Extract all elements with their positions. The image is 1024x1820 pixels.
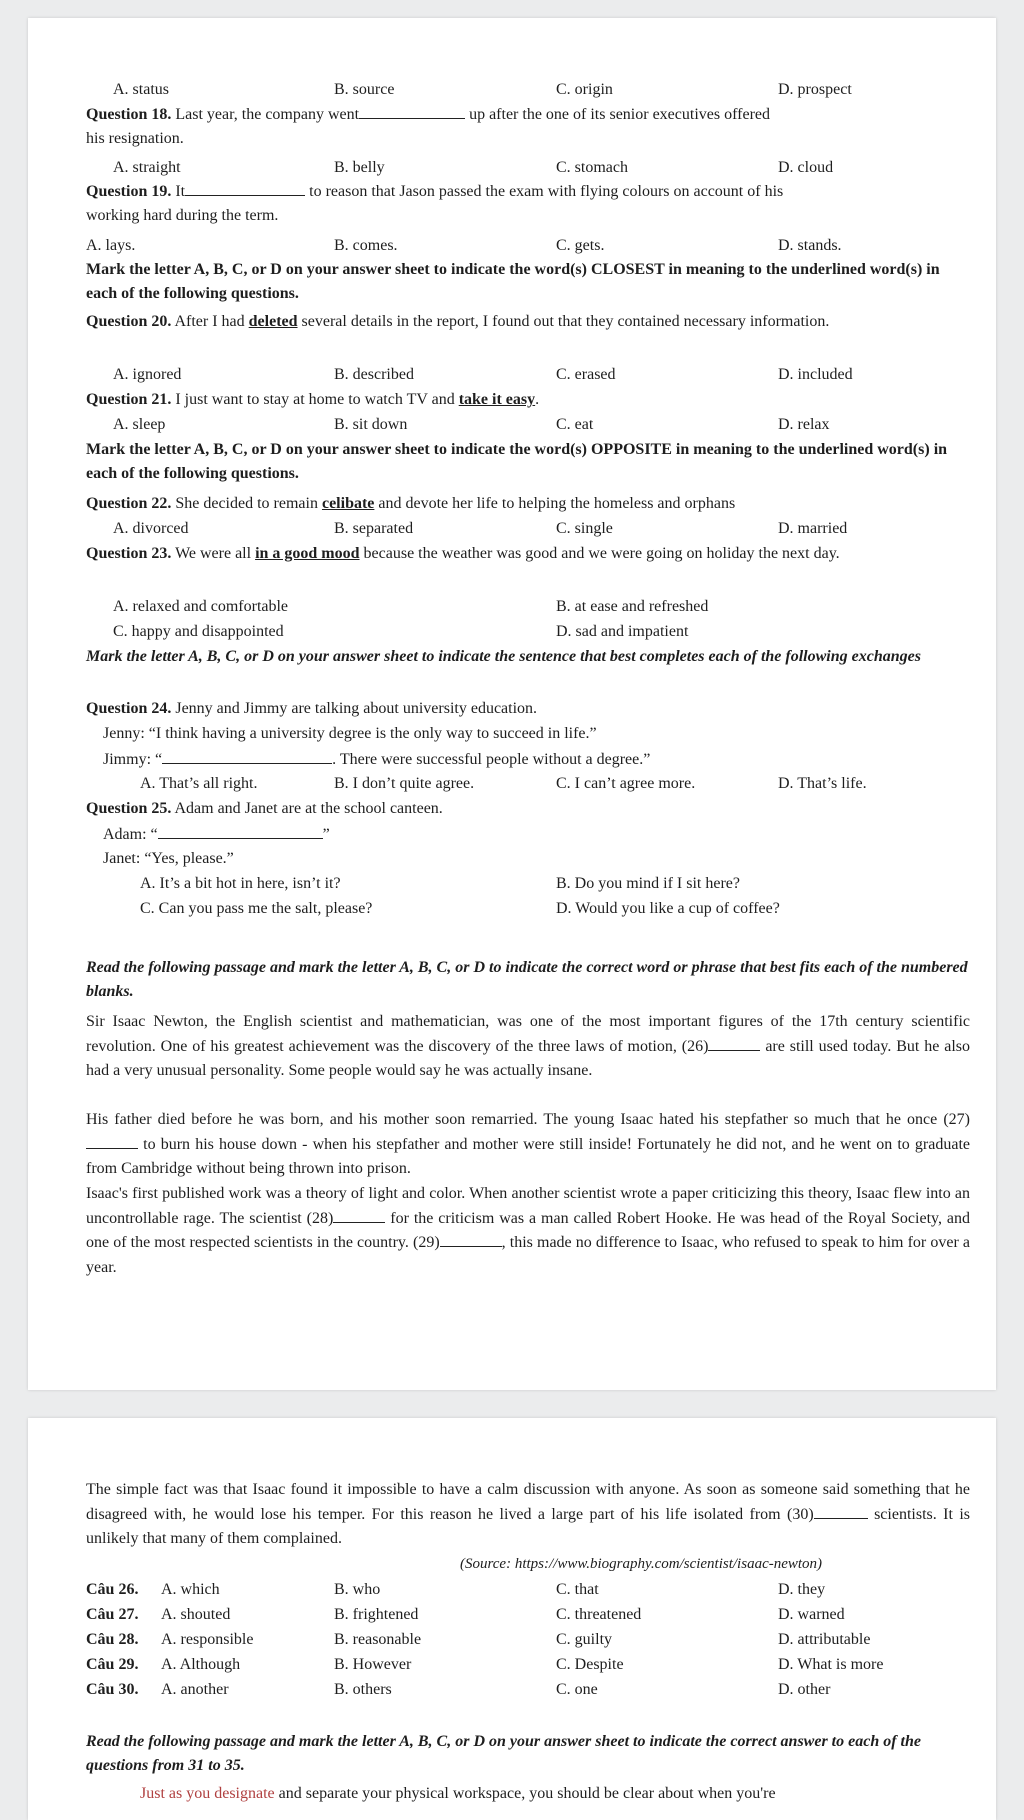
q18-option-a: A. straight: [113, 159, 181, 176]
answer-27-option-b: B. frightened: [334, 1606, 419, 1623]
exam-page-2: [28, 1418, 996, 1820]
answer-28-option-b: B. reasonable: [334, 1631, 422, 1648]
passage-text: Isaac's first published work was a theory of light and color. When another scientist wrote a paper criticizing this theory, Isaac flew into an uncontrollable rage. The scientist (28): [86, 1185, 970, 1227]
q21-option-b: B. sit down: [334, 416, 408, 433]
q19-option-d: D. stands.: [778, 237, 842, 254]
answer-30-option-a: A. another: [161, 1681, 229, 1698]
answer-label: Câu 28.: [86, 1631, 139, 1648]
q19-option-b: B. comes.: [334, 237, 398, 254]
question-text: Adam and Janet are at the school canteen.: [174, 800, 443, 817]
question-text: working hard during the term.: [86, 207, 279, 224]
q19-option-c: C. gets.: [556, 237, 605, 254]
question-text: After I had: [174, 313, 245, 330]
q25-option-d: D. Would you like a cup of coffee?: [556, 900, 780, 917]
q17-option-d: D. prospect: [778, 81, 852, 98]
dialogue-jenny: Jenny: “I think having a university degree is the only way to succeed in life.”: [103, 725, 597, 742]
question-label: Question 24.: [86, 700, 172, 717]
passage-text: to burn his house down - when his stepfather and mother were still inside! Fortunately he did not, and he went on to graduate from Cambridge without being thrown into prison.: [86, 1135, 970, 1177]
instruction-opposite: Mark the letter A, B, C, or D on your answer sheet to indicate the word(s) OPPOSITE in meaning to the underlined word(s) in each of the following questions.: [86, 441, 948, 482]
passage-text: The simple fact was that Isaac found it impossible to have a calm discussion with anyone. As soon as someone said something that he disagreed with, he would lose his temper. For this reason he lived a large part of his life isolated from (30): [86, 1481, 970, 1523]
q17-option-b: B. source: [334, 81, 395, 98]
answer-blank-29: [440, 1232, 502, 1247]
question-label: Question 20.: [86, 313, 172, 330]
question-label: Question 22.: [86, 495, 172, 512]
answer-30-option-c: C. one: [556, 1681, 598, 1698]
q22-option-a: A. divorced: [113, 520, 189, 537]
passage-paragraph-1: [86, 1010, 970, 1084]
question-text: I just want to stay at home to watch TV and: [175, 391, 455, 408]
question-24: [86, 697, 966, 721]
passage-paragraph-3: [86, 1182, 970, 1280]
question-text: and devote her life to helping the homeless and orphans: [378, 495, 736, 512]
q18-option-d: D. cloud: [778, 159, 834, 176]
answer-27-option-d: D. warned: [778, 1606, 845, 1623]
question-label: Question 19.: [86, 183, 172, 200]
q25-option-a: A. It’s a bit hot in here, isn’t it?: [140, 875, 341, 892]
q24-option-c: C. I can’t agree more.: [556, 775, 696, 792]
answer-label: Câu 30.: [86, 1681, 139, 1698]
underlined-word: take it easy: [458, 391, 536, 408]
highlighted-text: Just as you designate: [140, 1785, 275, 1802]
q24-option-d: D. That’s life.: [778, 775, 867, 792]
passage-text: , this made no difference to Isaac, who refused to speak to him for over a year.: [86, 1234, 970, 1276]
answer-27-option-a: A. shouted: [161, 1606, 231, 1623]
answer-label: Câu 27.: [86, 1606, 139, 1623]
answer-row-30: [86, 1680, 138, 1700]
q17-option-c: C. origin: [556, 81, 613, 98]
underlined-word: in a good mood: [255, 545, 360, 562]
answer-row-29: [86, 1655, 138, 1675]
question-text: Last year, the company went: [175, 106, 360, 123]
instruction-closest: Mark the letter A, B, C, or D on your answer sheet to indicate the word(s) CLOSEST in meaning to the underlined word(s) in each of the following questions.: [86, 261, 940, 302]
answer-28-option-c: C. guilty: [556, 1631, 613, 1648]
passage-text: His father died before he was born, and his mother soon remarried. The young Isaac hated his stepfather so much that he once (27): [86, 1111, 970, 1128]
question-text: his resignation.: [86, 130, 184, 147]
q20-option-d: D. included: [778, 366, 853, 383]
passage-text: are still used today. But he also had a very unusual personality. Some people would say he was actually insane.: [86, 1037, 971, 1079]
q21-option-d: D. relax: [778, 416, 830, 433]
dialogue-text: ”: [322, 826, 330, 843]
q17-option-a: A. status: [113, 81, 169, 98]
passage-text: for the criticism was a man called Robert Hooke. He was head of the Royal Society, and one of the most respected scientists in the country. (29): [86, 1209, 970, 1251]
answer-28-option-d: D. attributable: [778, 1631, 871, 1648]
answer-blank-26: [708, 1036, 760, 1051]
question-text: to reason that Jason passed the exam with flying colours on account of his: [309, 183, 784, 200]
answer-26-option-a: A. which: [161, 1581, 220, 1598]
passage-text: and separate your physical workspace, you should be clear about when you're: [278, 1785, 776, 1802]
passage-text: Sir Isaac Newton, the English scientist and mathematician, was one of the most important figures of the 17th century scientific revolution. One of his greatest achievement was the discovery of the three laws of motion, (26): [86, 1013, 970, 1055]
passage-text: scientists. It is unlikely that many of them complained.: [86, 1505, 970, 1547]
q23-option-a: A. relaxed and comfortable: [113, 598, 289, 615]
q20-option-a: A. ignored: [113, 366, 182, 383]
dialogue-text: Adam: “: [103, 826, 158, 843]
question-text: .: [535, 391, 540, 408]
q23-option-d: D. sad and impatient: [556, 623, 689, 640]
answer-29-option-d: D. What is more: [778, 1656, 884, 1673]
q20-option-c: C. erased: [556, 366, 616, 383]
q23-option-b: B. at ease and refreshed: [556, 598, 709, 615]
answer-30-option-b: B. others: [334, 1681, 392, 1698]
question-label: Question 21.: [86, 391, 172, 408]
question-text: up after the one of its senior executives offered: [469, 106, 770, 123]
question-label: Question 23.: [86, 545, 172, 562]
question-text: She decided to remain: [175, 495, 318, 512]
answer-label: Câu 29.: [86, 1656, 139, 1673]
question-label: Question 25.: [86, 800, 172, 817]
question-text: Jenny and Jimmy are talking about university education.: [175, 700, 538, 717]
q18-option-c: C. stomach: [556, 159, 628, 176]
q21-option-a: A. sleep: [113, 416, 166, 433]
q25-option-c: C. Can you pass me the salt, please?: [140, 900, 373, 917]
passage-source: (Source: https://www.biography.com/scientist/isaac-newton): [460, 1556, 823, 1572]
answer-26-option-d: D. they: [778, 1581, 826, 1598]
answer-28-option-a: A. responsible: [161, 1631, 254, 1648]
underlined-word: deleted: [248, 313, 298, 330]
q22-option-c: C. single: [556, 520, 613, 537]
answer-blank: [359, 104, 465, 119]
question-20: [86, 310, 966, 334]
dialogue-adam: [103, 824, 330, 845]
passage-paragraph-2: [86, 1108, 970, 1182]
answer-26-option-c: C. that: [556, 1581, 599, 1598]
question-19: [86, 180, 966, 228]
dialogue-text: . There were successful people without a degree.”: [332, 751, 651, 768]
passage-paragraph-4: [86, 1478, 970, 1552]
answer-26-option-b: B. who: [334, 1581, 381, 1598]
q21-option-c: C. eat: [556, 416, 594, 433]
question-21: [86, 388, 966, 412]
answer-27-option-c: C. threatened: [556, 1606, 642, 1623]
exam-page-1: [28, 18, 996, 1390]
answer-blank: [158, 824, 323, 839]
answer-29-option-b: B. However: [334, 1656, 412, 1673]
answer-row-28: [86, 1630, 138, 1650]
question-text: We were all: [175, 545, 252, 562]
question-text: several details in the report, I found out that they contained necessary information.: [301, 313, 830, 330]
q22-option-d: D. married: [778, 520, 848, 537]
q18-option-b: B. belly: [334, 159, 385, 176]
answer-29-option-c: C. Despite: [556, 1656, 624, 1673]
dialogue-text: Jimmy: “: [103, 751, 163, 768]
answer-29-option-a: A. Although: [161, 1656, 241, 1673]
q20-option-b: B. described: [334, 366, 414, 383]
answer-blank-27: [86, 1134, 138, 1149]
q24-option-b: B. I don’t quite agree.: [334, 775, 475, 792]
instruction-passage: Read the following passage and mark the letter A, B, C, or D to indicate the correct word or phrase that best fits each of the numbered blanks.: [86, 959, 968, 1000]
answer-row-26: [86, 1580, 138, 1600]
instruction-exchanges: Mark the letter A, B, C, or D on your answer sheet to indicate the sentence that best completes each of the following exchanges: [86, 648, 921, 665]
question-23: [86, 542, 966, 566]
dialogue-janet: Janet: “Yes, please.”: [103, 850, 234, 867]
answer-blank-30: [814, 1504, 868, 1519]
answer-blank-28: [333, 1208, 385, 1223]
instruction-reading: Read the following passage and mark the letter A, B, C, or D on your answer sheet to indicate the correct answer to each of the questions from 31 to 35.: [86, 1733, 921, 1774]
question-18: [86, 103, 966, 151]
dialogue-jimmy: [103, 749, 650, 770]
q23-option-c: C. happy and disappointed: [113, 623, 284, 640]
question-text: It: [175, 183, 186, 200]
q19-option-a: A. lays.: [86, 237, 136, 254]
reading-passage-start: [140, 1784, 776, 1804]
answer-blank: [185, 181, 305, 196]
answer-blank: [162, 749, 332, 764]
q24-option-a: A. That’s all right.: [140, 775, 258, 792]
question-label: Question 18.: [86, 106, 172, 123]
answer-row-27: [86, 1605, 138, 1625]
q22-option-b: B. separated: [334, 520, 414, 537]
underlined-word: celibate: [321, 495, 375, 512]
question-text: because the weather was good and we were going on holiday the next day.: [363, 545, 840, 562]
answer-30-option-d: D. other: [778, 1681, 831, 1698]
answer-label: Câu 26.: [86, 1581, 139, 1598]
q25-option-b: B. Do you mind if I sit here?: [556, 875, 740, 892]
question-25: [86, 797, 966, 821]
question-22: [86, 492, 966, 516]
